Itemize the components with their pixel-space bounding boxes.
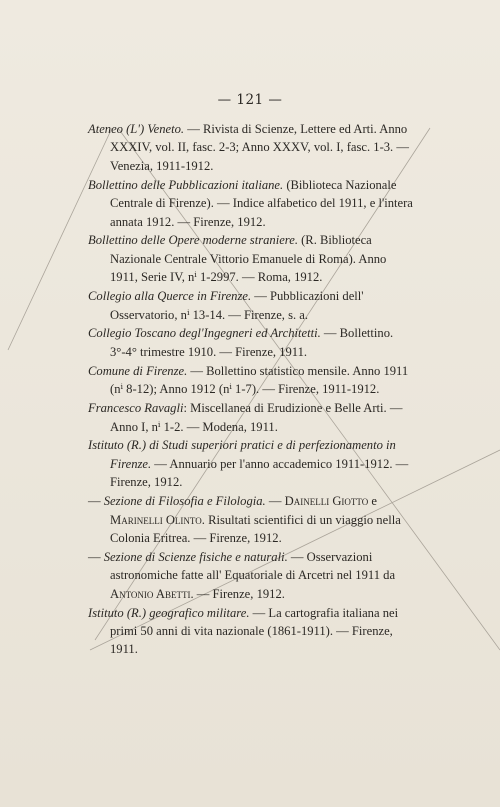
entry-title: Francesco Ravagli [88, 401, 184, 416]
bibliography-entry [88, 604, 415, 659]
entry-author: Antonio Abetti [110, 586, 191, 601]
entry-description: — Osservazioni astronomiche fatte all' Equatoriale di Arcetri nel 1911 da [110, 549, 396, 583]
entry-details: — Pubblicazioni dell' Osservatorio, nⁱ 13-14. — Firenze, s. a. [110, 289, 364, 322]
bibliography-entry [88, 399, 415, 436]
entry-author: Dainelli Giotto [284, 494, 369, 509]
bibliography-list [0, 120, 500, 659]
entry-title: Sezione di Filosofia e Filologia. [103, 494, 266, 509]
entry-details: (Biblioteca Nazionale Centrale di Firenze). — Indice alfabetico del 1911, e l'intera annata 1912. — Firenze, 1912. [110, 177, 413, 229]
bibliography-entry [88, 176, 415, 231]
entry-details: — Bollettino. 3°-4° trimestre 1910. — Firenze, 1911. [110, 326, 394, 359]
entry-title: Collegio alla Querce in Firenze. [88, 289, 252, 304]
entry-details: — Bollettino statistico mensile. Anno 1911 (nⁱ 8-12); Anno 1912 (nⁱ 1-7). — Firenze, 1911-1912. [110, 363, 409, 397]
entry-separator: — [265, 494, 285, 509]
entry-author: Marinelli Olinto [110, 512, 202, 527]
entry-details: (R. Biblioteca Nazionale Centrale Vittorio Emanuele di Roma). Anno 1911, Serie IV, nⁱ 1-2997. — Roma, 1912. [110, 233, 387, 285]
entry-details: — La cartografia italiana nei primi 50 anni di vita nazionale (1861-1911). — Firenze, 1911. [110, 605, 399, 657]
entry-dash: — [88, 549, 104, 564]
bibliography-entry [88, 362, 415, 399]
entry-title: Ateneo (L') Veneto. [88, 122, 185, 136]
entry-title: Istituto (R.) di Studi superiori pratici e di perfezionamento in Firenze. [88, 438, 396, 471]
entry-title: Istituto (R.) geografico militare. [88, 605, 250, 620]
entry-title: Bollettino delle Opere moderne straniere. [88, 233, 298, 248]
entry-title: Bollettino delle Pubblicazioni italiane. [88, 177, 284, 192]
entry-title: Comune di Firenze. [88, 363, 188, 378]
entry-details: . — Firenze, 1912. [190, 586, 285, 601]
bibliography-entry [88, 231, 415, 286]
entry-details: : Miscellanea di Erudizione e Belle Arti. — Anno I, nⁱ 1-2. — Modena, 1911. [110, 401, 403, 434]
bibliography-entry [88, 287, 415, 324]
entry-details: . Risultati scientifici di un viaggio nella Colonia Eritrea. — Firenze, 1912. [110, 512, 401, 545]
bibliography-entry [88, 436, 415, 491]
entry-title: Collegio Toscano degl'Ingegneri ed Architetti. [88, 326, 321, 341]
entry-details: — Rivista di Scienze, Lettere ed Arti. Anno XXXIV, vol. II, fasc. 2-3; Anno XXXV, vol. I, fasc. 1-3. — Venezia, 1911-1912. [110, 122, 409, 173]
entry-title: Sezione di Scienze fisiche e naturali. [103, 549, 288, 564]
page-number: — 121 — [217, 92, 283, 108]
bibliography-subentry [88, 548, 415, 603]
bibliography-entry [88, 120, 415, 175]
bibliography-subentry [88, 492, 415, 547]
entry-conjunction: e [368, 494, 378, 509]
entry-dash: — [88, 494, 104, 509]
bibliography-entry [88, 324, 415, 361]
entry-details: — Annuario per l'anno accademico 1911-1912. — Firenze, 1912. [110, 456, 409, 490]
